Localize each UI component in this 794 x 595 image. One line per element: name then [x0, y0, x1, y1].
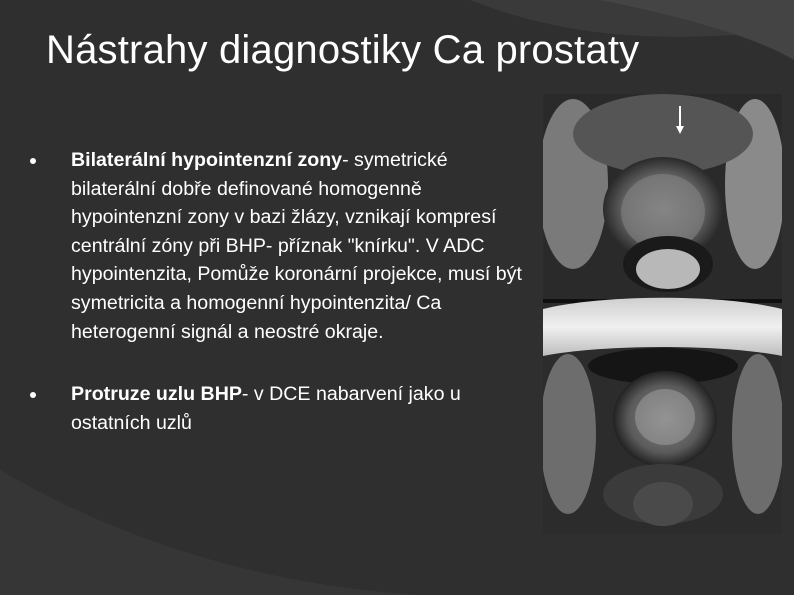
bullet-item: [30, 380, 535, 437]
bullet-icon: [30, 158, 36, 164]
bullet-term: Bilaterální hypointenzní zony: [71, 149, 343, 171]
bullet-term: Protruze uzlu BHP: [71, 383, 242, 406]
bullet-list: [30, 146, 535, 471]
mri-prostate-image: [543, 94, 782, 534]
bullet-icon: [30, 392, 36, 398]
bullet-text: - v DCE nabarvení jako u ostatních uzlů: [71, 383, 461, 434]
bullet-item: [30, 146, 535, 346]
bullet-text: - symetrické bilaterální dobře definované homogenně hypointenzní zony v bazi žlázy, vznikají kompresí centrální zóny při BHP- příznak "knírku". V ADC hypointenzita, Pomůže koronární projekce, musí být symetricita a homogenní hypointenzita/ Ca heterogenní signál a neostré okraje.: [71, 149, 522, 343]
slide-title: Nástrahy diagnostiky Ca prostaty: [46, 28, 640, 72]
